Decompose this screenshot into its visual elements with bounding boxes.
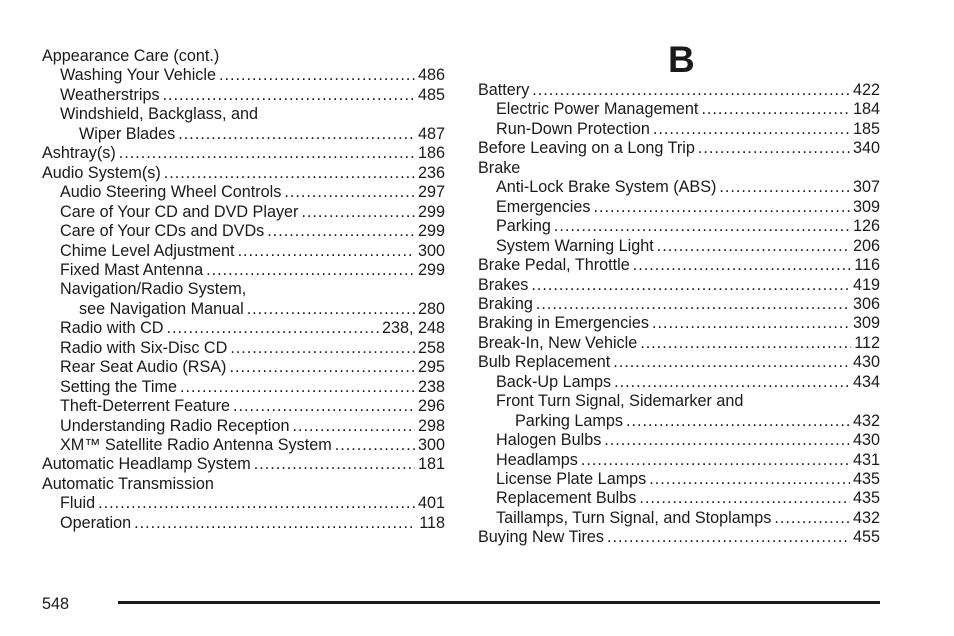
index-entry [42,475,445,495]
index-entry-label: Buying New Tires [478,528,604,547]
index-entry-label: Weatherstrips [60,85,160,104]
index-entry-page: 296 [417,397,445,416]
index-entry-label: License Plate Lamps [496,470,647,488]
index-entry-page: 430 [852,431,880,450]
index-entry [42,378,445,398]
index-entry-label: Radio with Six-Disc CD [60,338,228,357]
dot-leader [233,397,415,417]
dot-leader [614,373,850,393]
dot-leader [532,81,850,101]
index-entry-page: 487 [417,124,445,143]
index-entry-label: Audio System(s) [42,163,161,182]
index-entry-label: XM™ Satellite Radio Antenna System [60,436,332,454]
index-entry-label: Anti-Lock Brake System (ABS) [496,178,717,197]
index-entry-page: 206 [852,236,880,255]
index-entry-page: 238, 248 [381,319,445,338]
index-entry [478,295,880,315]
index-entry [42,436,445,456]
index-entry-page: 430 [852,353,880,372]
index-entry [42,339,445,359]
dot-leader [166,319,379,339]
index-entry-page: 299 [417,202,445,221]
dot-leader [593,198,850,218]
index-entry-label: Navigation/Radio System, [60,280,247,299]
index-entry-label: Back-Up Lamps [496,372,612,391]
index-entry-label: System Warning Light [496,236,654,255]
index-entry [42,514,445,534]
index-entry-page: 309 [852,314,880,333]
index-entry-page: 297 [417,183,445,202]
index-entry-page: 485 [417,85,445,104]
section-letter-heading: B [668,39,695,80]
index-entry-label: Front Turn Signal, Sidemarker and [496,392,744,411]
dot-leader [163,86,415,106]
index-entry-label: Automatic Transmission [42,474,214,493]
dot-leader [229,358,415,378]
index-entry-page: 486 [417,66,445,85]
dot-leader [531,276,850,296]
dot-leader [284,183,415,203]
index-entry-label: Replacement Bulbs [496,489,637,508]
index-entry-label: Wiper Blades [79,124,176,143]
index-entry [478,451,880,471]
dot-leader [639,489,850,509]
index-entry [42,86,445,106]
index-entry [478,256,880,276]
index-entry [478,314,880,334]
index-entry [478,373,880,393]
dot-leader [698,139,850,159]
index-entry-page: 300 [417,436,445,454]
index-entry-page: 401 [417,494,445,513]
dot-leader [719,178,850,198]
index-entry [42,222,445,242]
dot-leader [267,222,415,242]
index-entry [42,105,445,125]
index-entry-label: Rear Seat Audio (RSA) [60,358,227,377]
index-entry-page: 422 [852,81,880,99]
index-entry [42,47,445,67]
index-entry [478,139,880,159]
index-entry-label: Halogen Bulbs [496,431,602,450]
dot-leader [633,256,851,276]
index-entry [478,120,880,140]
index-entry [478,412,880,432]
index-entry-label: Run-Down Protection [496,119,650,138]
index-entry [478,159,880,179]
index-entry-page: 309 [852,197,880,216]
index-entry-page: 299 [417,260,445,279]
dot-leader [238,242,415,262]
dot-leader [164,164,415,184]
index-entry [478,431,880,451]
dot-leader [206,261,415,281]
dot-leader [554,217,850,237]
index-entry-label: Care of Your CDs and DVDs [60,222,265,241]
index-entry-label: Audio Steering Wheel Controls [60,183,282,202]
dot-leader [613,353,850,373]
index-entry-page: 118 [419,513,445,532]
index-entry-page: 434 [852,372,880,391]
index-entry-page: 419 [852,275,880,294]
index-entry-label: Setting the Time [60,377,177,396]
index-entry-page: 126 [852,217,880,236]
index-entry [42,125,445,145]
index-entry [42,280,445,300]
index-entry-label: Chime Level Adjustment [60,241,235,260]
index-entry [478,237,880,257]
index-entry-page: 306 [852,294,880,313]
index-entry [478,198,880,218]
index-entry [42,144,445,164]
dot-leader [626,412,850,432]
index-entry [42,358,445,378]
index-entry-page: 295 [417,358,445,377]
index-entry-label: Braking [478,294,533,313]
index-entry [42,261,445,281]
index-entry-page: 340 [852,139,880,158]
index-entry-label: Parking [496,217,551,236]
index-entry [42,319,445,339]
index-entry-label: Bulb Replacement [478,353,611,372]
index-entry-page: 298 [417,416,445,435]
index-entry-label: Understanding Radio Reception [60,416,290,435]
dot-leader [774,509,850,529]
index-entry-label: Braking in Emergencies [478,314,649,333]
index-entry-page: 112 [854,333,880,352]
index-entry-label: Before Leaving on a Long Trip [478,139,695,158]
index-entry [478,509,880,529]
index-entry-label: Fixed Mast Antenna [60,260,204,279]
dot-leader [134,514,416,534]
index-entry [478,276,880,296]
index-entry-label: Headlamps [496,450,578,469]
index-entry-page: 455 [852,528,880,547]
index-entry-page: 236 [417,163,445,182]
index-entry-page: 299 [417,222,445,241]
index-entry-label: Electric Power Management [496,100,699,119]
index-entry-label: see Navigation Manual [79,299,244,318]
index-entry [478,470,880,490]
index-entry-label: Taillamps, Turn Signal, and Stoplamps [496,508,772,527]
footer-rule [118,601,880,604]
index-entry-page: 432 [852,508,880,527]
index-entry [42,203,445,223]
index-entry-page: 184 [852,100,880,119]
index-entry-page: 116 [854,256,880,275]
index-entry-label: Emergencies [496,197,591,216]
index-entry-label: Appearance Care (cont.) [42,47,220,65]
index-entry-label: Ashtray(s) [42,144,116,163]
dot-leader [607,528,850,548]
dot-leader [178,125,415,145]
index-entry-label: Battery [478,81,530,99]
index-entry-page: 185 [852,119,880,138]
index-entry-page: 280 [417,299,445,318]
dot-leader [604,431,850,451]
index-entry-label: Care of Your CD and DVD Player [60,202,299,221]
index-entry-label: Brake Pedal, Throttle [478,256,630,275]
index-entry-label: Fluid [60,494,96,513]
index-entry-page: 435 [852,470,880,488]
index-entry-page: 435 [852,489,880,508]
index-entry [42,183,445,203]
index-entry-page: 181 [417,455,445,474]
index-entry-page: 186 [417,144,445,163]
index-entry-page: 307 [852,178,880,197]
dot-leader [292,417,415,437]
index-entry [42,494,445,514]
index-entry-label: Parking Lamps [515,411,623,430]
index-entry-label: Break-In, New Vehicle [478,333,638,352]
index-entry-page: 300 [417,241,445,260]
dot-leader [657,237,850,257]
index-entry-page: 258 [417,338,445,357]
index-entry [478,528,880,548]
dot-leader [230,339,415,359]
dot-leader [219,66,415,86]
index-entry [42,164,445,184]
index-entry [42,242,445,262]
dot-leader [649,470,850,490]
index-entry [478,334,880,354]
dot-leader [254,455,415,475]
dot-leader [652,314,850,334]
index-entry [478,100,880,120]
dot-leader [640,334,851,354]
index-entry-label: Brakes [478,275,529,294]
index-entry-label: Radio with CD [60,319,164,338]
index-entry [42,417,445,437]
dot-leader [180,378,415,398]
dot-leader [247,300,415,320]
index-entry-label: Automatic Headlamp System [42,455,251,474]
dot-leader [119,144,415,164]
index-entry [42,455,445,475]
dot-leader [536,295,850,315]
dot-leader [701,100,850,120]
index-entry [478,81,880,101]
index-entry-label: Washing Your Vehicle [60,66,216,85]
index-entry [42,300,445,320]
index-entry [478,353,880,373]
index-entry-label: Windshield, Backglass, and [60,105,258,124]
index-entry-page: 432 [852,411,880,430]
dot-leader [335,436,415,456]
dot-leader [98,494,415,514]
index-entry-label: Theft-Deterrent Feature [60,397,231,416]
index-entry-page: 238 [417,377,445,396]
index-entry [42,397,445,417]
dot-leader [581,451,850,471]
index-entry-label: Brake [478,158,521,177]
dot-leader [301,203,415,223]
index-entry [478,489,880,509]
index-entry [42,66,445,86]
index-entry [478,392,880,412]
index-entry [478,217,880,237]
index-entry [478,178,880,198]
dot-leader [653,120,850,140]
index-entry-page: 431 [852,450,880,469]
index-entry-label: Operation [60,513,132,532]
page-number: 548 [42,595,70,613]
